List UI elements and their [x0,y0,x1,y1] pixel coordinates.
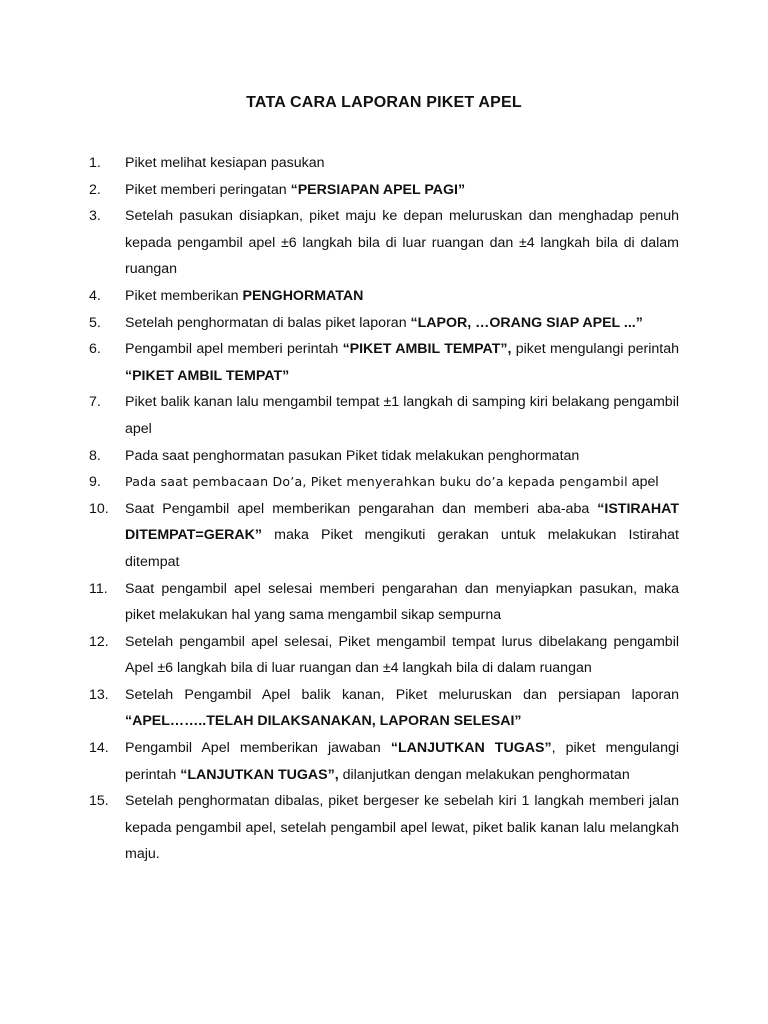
item-text [125,283,679,310]
item-text [125,150,679,177]
text-run: apel [627,474,659,491]
item-text [125,177,679,204]
text-run: piket mengulangi perintah [511,341,679,358]
text-run: Pengambil Apel memberikan jawaban [125,740,391,757]
text-run: , piket mengulangi perintah [125,740,680,783]
item-text [125,389,679,442]
item-text [125,443,679,470]
item-number: 1. [89,155,101,171]
item-text [125,496,679,576]
text-run: Pada saat pembacaan Do’a, Piket menyerahkan buku do’a kepada pengambil [125,474,628,490]
text-run: Setelah pasukan disiapkan, piket maju ke depan meluruskan dan menghadap penuh kepada pengambil apel ±6 langkah bila di luar ruangan dan ±4 langkah bila di dalam ruangan [125,208,679,278]
item-text [125,203,679,283]
text-run: dilanjutkan dengan melakukan penghormatan [338,766,630,783]
item-number: 9. [89,474,101,491]
bold-run: “LANJUTKAN TUGAS” [390,740,552,757]
text-run: Piket balik kanan lalu mengambil tempat ±1 langkah di samping kiri belakang pengambil apel [125,394,679,437]
item-text [125,629,679,682]
list-item [89,788,679,868]
list-item [89,496,679,576]
text-run: Setelah penghormatan dibalas, piket bergeser ke sebelah kiri 1 langkah memberi jalan kepada pengambil apel, setelah pengambil apel lewat, piket balik kanan lalu melangkah maju. [125,793,679,863]
list-item [89,203,679,283]
item-text [125,576,679,629]
item-number: 11. [89,580,108,597]
item-number: 13. [89,686,109,703]
list-item [89,443,679,470]
list-item [89,735,679,788]
item-text [125,469,679,496]
list-item [89,682,679,735]
item-text [125,735,679,788]
text-run: Saat Pengambil apel memberikan pengarahan dan memberi aba-aba [125,500,598,517]
item-text [125,310,679,337]
list-item [89,389,679,442]
list-item [89,576,679,629]
bold-run: “PERSIAPAN APEL PAGI” [290,181,466,198]
item-number: 3. [89,208,101,225]
item-number: 15. [89,793,109,810]
list-item [89,336,679,389]
list-item [89,310,679,337]
bold-run: PENGHORMATAN [242,287,364,304]
text-run: Setelah Pengambil Apel balik kanan, Piket meluruskan dan persiapan laporan [125,686,679,703]
list-item [89,469,679,496]
item-number: 14. [89,740,109,757]
list-item [89,177,679,204]
list-item [89,283,679,310]
bold-run: “PIKET AMBIL TEMPAT” [125,367,290,384]
text-run: Piket memberi peringatan [125,181,291,198]
list-item [89,150,679,177]
text-run: maka Piket mengikuti gerakan untuk melakukan Istirahat ditempat [125,527,679,570]
document-title: TATA CARA LAPORAN PIKET APEL [246,94,522,111]
text-run: Pengambil apel memberi perintah [125,341,343,358]
list-item [89,629,679,682]
item-text [125,788,679,868]
item-number: 12. [89,633,109,650]
bold-run: “LAPOR, …ORANG SIAP APEL ...” [410,314,643,331]
item-number: 10. [89,500,109,517]
procedure-list [89,150,679,868]
text-run: Pada saat penghormatan pasukan Piket tidak melakukan penghormatan [125,447,580,464]
item-number: 4. [89,287,101,304]
text-run: Setelah pengambil apel selesai, Piket mengambil tempat lurus dibelakang pengambil Apel ±6 langkah bila di luar ruangan dan ±4 langkah bila di dalam ruangan [125,633,679,677]
bold-run: “ISTIRAHAT DITEMPAT=GERAK” [125,500,679,544]
item-number: 7. [89,394,101,411]
bold-run: “APEL……..TELAH DILAKSANAKAN, LAPORAN SELESAI” [125,713,522,730]
text-run: Saat pengambil apel selesai memberi pengarahan dan menyiapkan pasukan, maka piket melakukan hal yang sama mengambil sikap sempurna [125,580,679,624]
text-run: Setelah penghormatan di balas piket laporan [125,314,411,331]
item-number: 2. [89,181,101,198]
item-text [125,336,679,389]
bold-run: “LANJUTKAN TUGAS”, [180,766,339,783]
bold-run: “PIKET AMBIL TEMPAT”, [342,341,512,358]
item-text [125,682,679,735]
item-number: 8. [89,447,101,464]
text-run: Piket memberikan [125,287,243,304]
text-run: Piket melihat kesiapan pasukan [125,155,325,171]
item-number: 6. [89,341,101,358]
item-number: 5. [89,314,101,331]
